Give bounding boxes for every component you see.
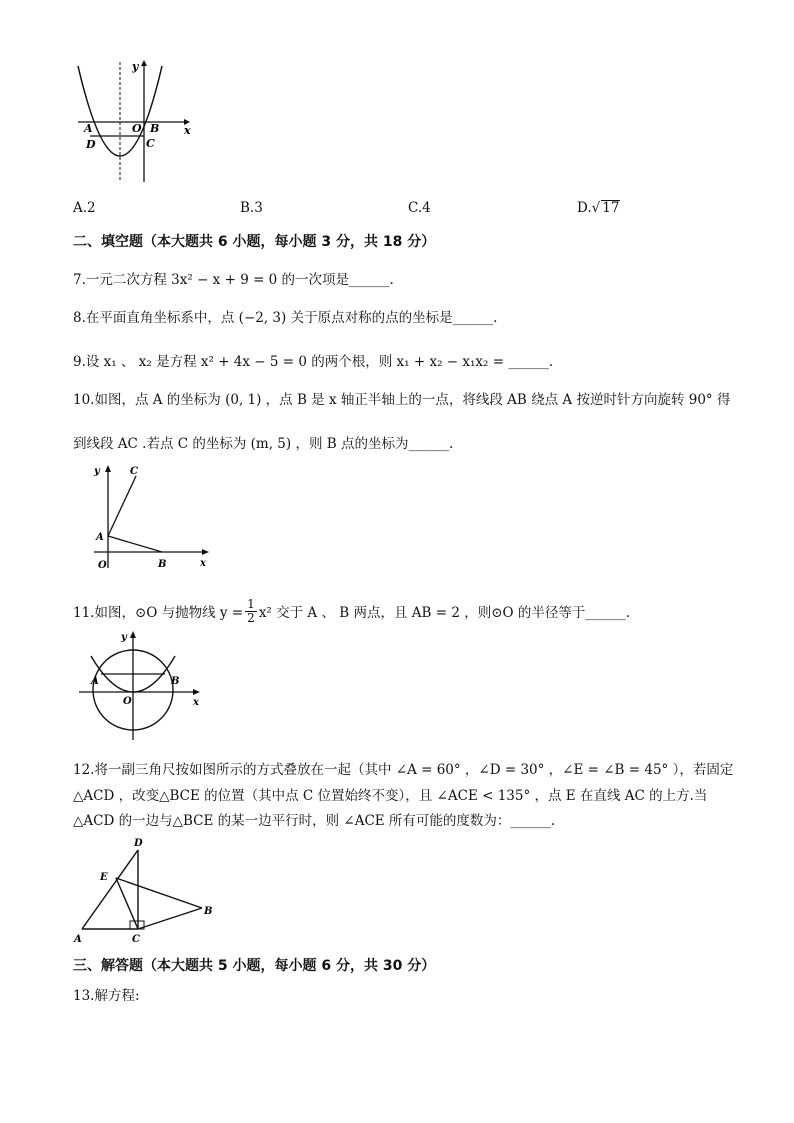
fraction-one-half bbox=[245, 598, 257, 624]
fraction-numerator: 1 bbox=[247, 596, 255, 611]
question-13: 13.解方程: bbox=[73, 988, 140, 1004]
point-label-e: E bbox=[100, 872, 108, 883]
choice-d-prefix: D. bbox=[577, 200, 592, 216]
question-12-line-1: 12.将一副三角尺按如图所示的方式叠放在一起（其中 ∠A = 60° ，∠D = 30° ，∠E = ∠B = 45° ），若固定 bbox=[73, 762, 734, 778]
point-label-o: O bbox=[123, 696, 132, 707]
question-9: 9.设 x₁ 、 x₂ 是方程 x² + 4x − 5 = 0 的两个根，则 x₁ + x₂ − x₁x₂ = ______. bbox=[73, 354, 554, 370]
axis-label-x: x bbox=[200, 558, 206, 569]
question-11-pre: 11.如图，⊙O 与抛物线 y = bbox=[73, 605, 244, 621]
axis-label-y: y bbox=[132, 60, 139, 73]
point-label-b: B bbox=[158, 559, 167, 570]
triangle-rulers-figure-q12 bbox=[70, 832, 230, 952]
circle-parabola-figure-q11 bbox=[77, 628, 207, 743]
axis-label-y: y bbox=[121, 632, 127, 643]
question-7: 7.一元二次方程 3x² − x + 9 = 0 的一次项是______. bbox=[73, 272, 394, 288]
question-8: 8.在平面直角坐标系中，点 (−2, 3) 关于原点对称的点的坐标是______. bbox=[73, 310, 498, 326]
point-label-a: A bbox=[96, 532, 104, 543]
point-label-b: B bbox=[171, 676, 180, 687]
fraction-denominator: 2 bbox=[247, 610, 255, 625]
question-11-post: x² 交于 A 、 B 两点，且 AB = 2 ，则⊙O 的半径等于______. bbox=[258, 605, 631, 621]
choice-a: A.2 bbox=[73, 200, 96, 216]
choice-b: B.3 bbox=[240, 200, 263, 216]
point-label-a: A bbox=[84, 122, 93, 135]
point-label-d: D bbox=[134, 838, 143, 849]
choice-d-radicand: 17 bbox=[602, 200, 620, 216]
point-label-o: O bbox=[132, 122, 142, 135]
choice-c: C.4 bbox=[408, 200, 431, 216]
point-label-d: D bbox=[86, 138, 96, 151]
choice-d bbox=[577, 200, 620, 216]
rotation-figure-q10 bbox=[86, 460, 216, 575]
section-heading-solutions: 三、解答题（本大题共 5 小题，每小题 6 分，共 30 分） bbox=[73, 958, 436, 974]
radical-sign: √ bbox=[591, 200, 601, 216]
point-label-b: B bbox=[204, 906, 213, 917]
question-10-line-2: 到线段 AC .若点 C 的坐标为 (m, 5) ，则 B 点的坐标为______. bbox=[73, 436, 454, 452]
parabola-figure-q6 bbox=[72, 58, 197, 188]
point-label-a: A bbox=[74, 934, 82, 945]
section-heading-fill-in: 二、填空题（本大题共 6 小题，每小题 3 分，共 18 分） bbox=[73, 234, 436, 250]
axis-label-y: y bbox=[94, 466, 100, 477]
point-label-c: C bbox=[146, 137, 155, 150]
point-label-c: C bbox=[130, 466, 138, 477]
point-label-c: C bbox=[132, 934, 140, 945]
question-10-line-1: 10.如图，点 A 的坐标为 (0, 1) ，点 B 是 x 轴正半轴上的一点，将线段 AB 绕点 A 按逆时针方向旋转 90° 得 bbox=[73, 392, 731, 408]
point-label-o: O bbox=[98, 560, 107, 571]
question-11 bbox=[73, 593, 630, 629]
axis-label-x: x bbox=[184, 124, 191, 137]
point-label-a: A bbox=[91, 676, 99, 687]
question-12-line-2: △ACD ，改变△BCE 的位置（其中点 C 位置始终不变），且 ∠ACE < 135° ，点 E 在直线 AC 的上方.当 bbox=[73, 788, 708, 804]
point-label-b: B bbox=[150, 122, 160, 135]
axis-label-x: x bbox=[193, 697, 199, 708]
question-12-line-3: △ACD 的一边与△BCE 的某一边平行时，则 ∠ACE 所有可能的度数为：______. bbox=[73, 813, 556, 829]
